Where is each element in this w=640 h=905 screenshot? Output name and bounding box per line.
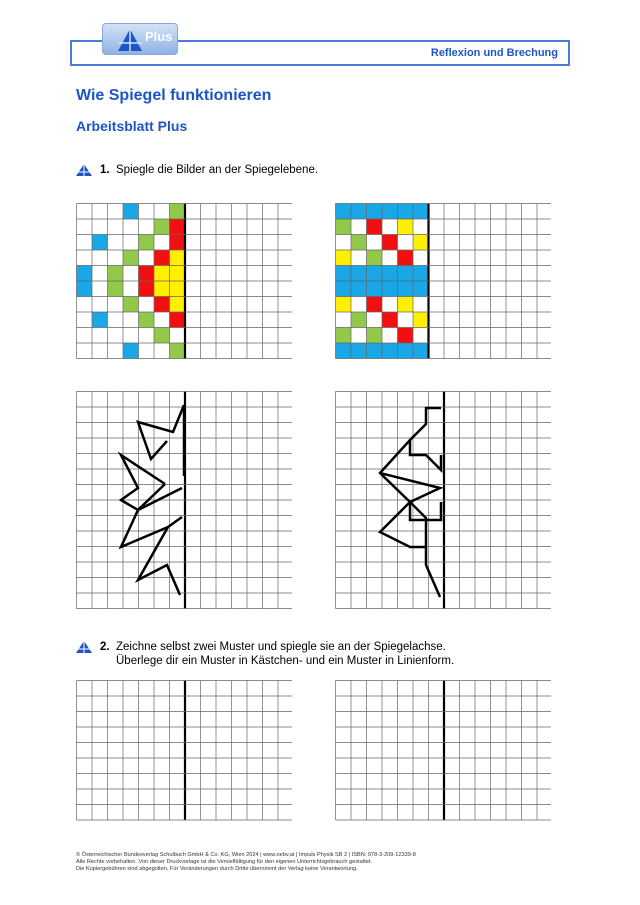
footer bbox=[76, 852, 416, 873]
grid-cell-blue bbox=[336, 204, 352, 220]
grid-cell-blue bbox=[336, 281, 352, 297]
grid-cell-red bbox=[170, 235, 186, 251]
footer-line: Alle Rechte vorbehalten. Von dieser Druckvorlage ist die Vervielfältigung für den eigenen Unterrichtsgebrauch gestattet. bbox=[76, 859, 373, 865]
grid-cell-green bbox=[154, 328, 170, 344]
grid-cell-blue bbox=[382, 343, 398, 359]
task-triangle-icon bbox=[76, 641, 92, 653]
grid-line-figure-1 bbox=[76, 391, 292, 613]
grid-cell-blue bbox=[367, 281, 383, 297]
grid-cell-green bbox=[336, 219, 352, 235]
grid-cell-blue bbox=[367, 266, 383, 282]
grid-cell-yellow bbox=[170, 250, 186, 266]
grid-cell-green bbox=[351, 235, 367, 251]
grid-cell-green bbox=[170, 204, 186, 220]
grid-cell-red bbox=[382, 235, 398, 251]
grid-cell-blue bbox=[413, 281, 429, 297]
grid-cell-green bbox=[351, 312, 367, 328]
grid-cell-blue bbox=[123, 343, 139, 359]
grid-cell-blue bbox=[413, 266, 429, 282]
grid-cell-red bbox=[170, 312, 186, 328]
grid-cell-red bbox=[367, 219, 383, 235]
task-number: 2. bbox=[100, 641, 110, 653]
grid-cell-green bbox=[336, 328, 352, 344]
grid-cell-blue bbox=[367, 204, 383, 220]
grid-cell-green bbox=[108, 266, 124, 282]
grid-cell-red bbox=[139, 281, 155, 297]
logo-text: Plus bbox=[145, 29, 173, 44]
grid-cell-green bbox=[139, 312, 155, 328]
grid-cell-yellow bbox=[398, 297, 414, 313]
figure-1-stroke bbox=[121, 455, 165, 510]
task-triangle-icon bbox=[76, 164, 92, 176]
grid-color-pattern-1 bbox=[76, 203, 292, 362]
grid-cell-blue bbox=[382, 266, 398, 282]
grid-cell-blue bbox=[351, 343, 367, 359]
grid-cell-red bbox=[398, 250, 414, 266]
grid-line-figure-2 bbox=[335, 391, 551, 613]
grid-cell-green bbox=[123, 297, 139, 313]
grid-cell-red bbox=[154, 250, 170, 266]
grid-cell-green bbox=[154, 219, 170, 235]
figure-2-stroke bbox=[410, 440, 441, 470]
grid-cell-green bbox=[108, 281, 124, 297]
grid-cell-blue bbox=[382, 204, 398, 220]
grid-cell-red bbox=[154, 297, 170, 313]
grid-cell-blue bbox=[123, 204, 139, 220]
grid-empty-2 bbox=[335, 680, 551, 824]
figure-1-stroke bbox=[138, 405, 184, 459]
grid-cell-blue bbox=[398, 266, 414, 282]
section-title: Reflexion und Brechung bbox=[430, 47, 558, 59]
grid-cell-yellow bbox=[413, 235, 429, 251]
grid-cell-blue bbox=[382, 281, 398, 297]
page-title: Wie Spiegel funktionieren bbox=[76, 87, 272, 104]
grid-cell-yellow bbox=[413, 312, 429, 328]
grid-cell-blue bbox=[398, 343, 414, 359]
grid-cell-blue bbox=[367, 343, 383, 359]
grid-cell-yellow bbox=[154, 281, 170, 297]
grid-cell-yellow bbox=[170, 297, 186, 313]
grid-cell-yellow bbox=[336, 297, 352, 313]
grid-cell-green bbox=[170, 343, 186, 359]
grid-cell-blue bbox=[413, 343, 429, 359]
task-text: Zeichne selbst zwei Muster und spiegle sie an der Spiegelachse. bbox=[116, 641, 446, 653]
plus-logo bbox=[102, 23, 178, 55]
grid-cell-blue bbox=[398, 204, 414, 220]
page-subtitle: Arbeitsblatt Plus bbox=[76, 118, 188, 134]
grid-cell-yellow bbox=[154, 266, 170, 282]
grid-cell-blue bbox=[351, 266, 367, 282]
grid-color-pattern-2 bbox=[335, 203, 551, 362]
footer-line: Die Kopiergebühren sind abgegolten. Für Veränderungen durch Dritte übernimmt der Verlag keine Verantwortung. bbox=[76, 866, 358, 872]
grid-cell-yellow bbox=[170, 281, 186, 297]
grid-cell-blue bbox=[77, 281, 93, 297]
grid-cell-green bbox=[367, 250, 383, 266]
grid-cell-red bbox=[398, 328, 414, 344]
grid-cell-blue bbox=[336, 266, 352, 282]
grid-cell-blue bbox=[413, 204, 429, 220]
grid-cell-blue bbox=[351, 281, 367, 297]
grid-cell-yellow bbox=[398, 219, 414, 235]
grid-empty-1 bbox=[76, 680, 292, 824]
logo-triangle-icon bbox=[117, 28, 143, 52]
grid-cell-green bbox=[123, 250, 139, 266]
task-text-line-2: Überlege dir ein Muster in Kästchen- und ein Muster in Linienform. bbox=[116, 655, 455, 667]
grid-cell-blue bbox=[92, 312, 108, 328]
grid-cell-red bbox=[170, 219, 186, 235]
grid-cell-yellow bbox=[336, 250, 352, 266]
grid-cell-blue bbox=[92, 235, 108, 251]
grid-cell-red bbox=[139, 266, 155, 282]
grid-cell-blue bbox=[336, 343, 352, 359]
footer-line: © Österreichischer Bundesverlag Schulbuch GmbH & Co. KG, Wien 2024 | www.oebv.at | Impuls Physik SB 2 | ISBN: 978-3-209-12339-8 bbox=[76, 852, 416, 858]
task-number: 1. bbox=[100, 164, 110, 176]
grid-cell-green bbox=[139, 235, 155, 251]
task-text: Spiegle die Bilder an der Spiegelebene. bbox=[116, 164, 319, 176]
grid-cell-red bbox=[382, 312, 398, 328]
grid-cell-yellow bbox=[170, 266, 186, 282]
grid-cell-green bbox=[367, 328, 383, 344]
grid-cell-red bbox=[367, 297, 383, 313]
grid-cell-blue bbox=[77, 266, 93, 282]
grid-cell-blue bbox=[351, 204, 367, 220]
grid-cell-blue bbox=[398, 281, 414, 297]
